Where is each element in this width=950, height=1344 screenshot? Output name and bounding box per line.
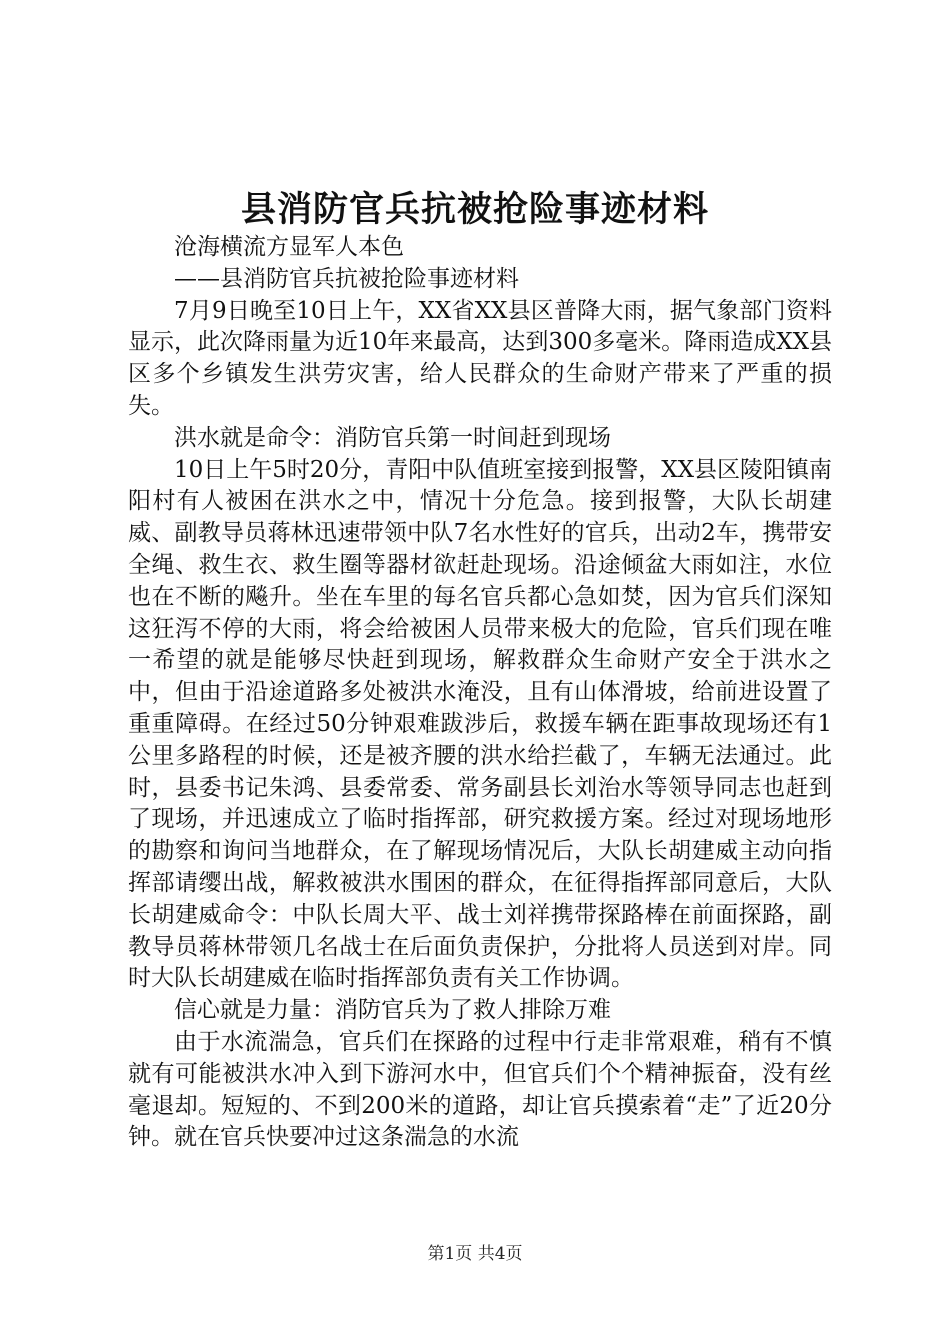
section-heading-1: 洪水就是命令：消防官兵第一时间赶到现场 <box>174 424 611 451</box>
paragraph-crossing: 由于水流湍急，官兵们在探路的过程中行走非常艰难，稍有不慎就有可能被洪水冲入到下游河水中，但官兵们个个精神振奋，没有丝毫退却。短短的、不到200米的道路，却让官兵摸索着“走”了近20分钟。就在官兵快要冲过这条湍急的水流 <box>128 1028 832 1151</box>
document-title: 县消防官兵抗被抢险事迹材料 <box>240 189 709 230</box>
paragraph-rescue: 10日上午5时20分，青阳中队值班室接到报警，XX县区陵阳镇南阳村有人被困在洪水之中，情况十分危急。接到报警，大队长胡建威、副教导员蒋林迅速带领中队7名水性好的官兵，出动2车，携带安全绳、救生衣、救生圈等器材欲赶赴现场。沿途倾盆大雨如注，水位也在不断的飚升。坐在车里的每名官兵都心急如焚，因为官兵们深知这狂泻不停的大雨，将会给被困人员带来极大的危险，官兵们现在唯一希望的就是能够尽快赶到现场，解救群众生命财产安全于洪水之中，但由于沿途道路多处被洪水淹没，且有山体滑坡，给前进设置了重重障碍。在经过50分钟艰难跋涉后，救援车辆在距事故现场还有1公里多路程的时候，还是被齐腰的洪水给拦截了，车辆无法通过。此时，县委书记朱鸿、县委常委、常务副县长刘治水等领导同志也赶到了现场，并迅速成立了临时指挥部，研究救援方案。经过对现场地形的勘察和询问当地群众，在了解现场情况后，大队长胡建威主动向指挥部请缨出战，解救被洪水围困的群众，在征得指挥部同意后，大队长胡建威命令：中队长周大平、战士刘祥携带探路棒在前面探路，副教导员蒋林带领几名战士在后面负责保护，分批将人员送到对岸。同时大队长胡建威在临时指挥部负责有关工作协调。 <box>128 456 832 992</box>
subtitle-line: 沧海横流方显军人本色 <box>174 234 404 260</box>
paragraph-intro: 7月9日晚至10日上午，XX省XX县区普降大雨，据气象部门资料显示，此次降雨量为近10年来最高，达到300多毫米。降雨造成XX县区多个乡镇发生洪劳灾害，给人民群众的生命财产带来了严重的损失。 <box>128 297 832 419</box>
section-heading-2: 信心就是力量：消防官兵为了救人排除万难 <box>174 997 611 1024</box>
page-number-footer: 第1页 共4页 <box>427 1244 523 1264</box>
document-body <box>128 232 832 1154</box>
subtitle-dash-line: ——县消防官兵抗被抢险事迹材料 <box>174 265 519 292</box>
